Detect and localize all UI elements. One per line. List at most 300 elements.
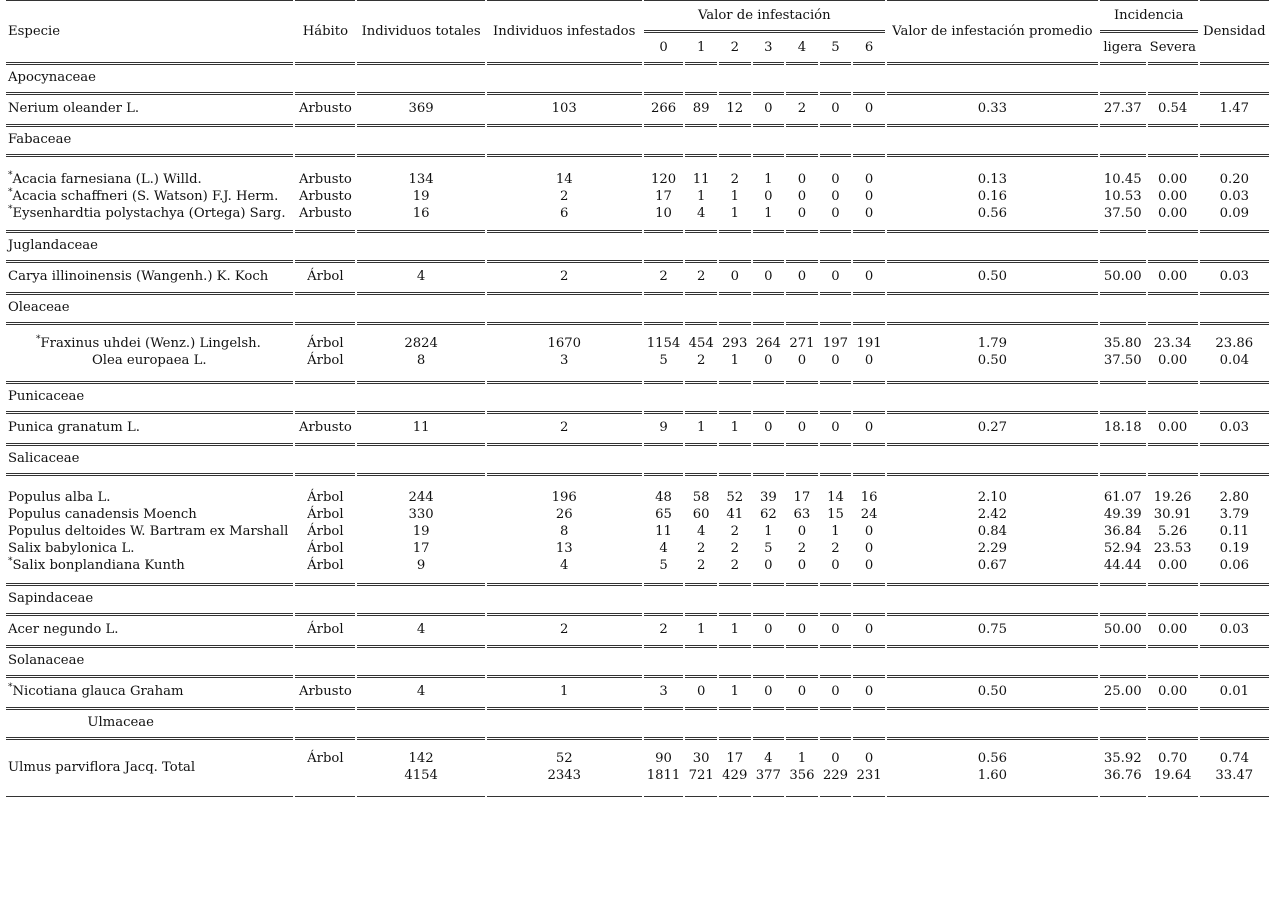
level-count: 120 bbox=[650, 172, 677, 187]
infested-count: 2 bbox=[560, 420, 569, 435]
header-nivel: 0 bbox=[644, 33, 684, 65]
level-count: 377 bbox=[755, 768, 781, 783]
incidence-light: 25.00 bbox=[1103, 684, 1142, 699]
level-count: 229 bbox=[822, 768, 849, 783]
habit bbox=[297, 767, 353, 784]
species-name bbox=[8, 188, 291, 205]
family-row bbox=[6, 710, 1269, 735]
level-count: 0 bbox=[864, 269, 874, 284]
level-count: 0 bbox=[864, 353, 874, 368]
species-text: Populus canadensis Moench bbox=[8, 507, 197, 522]
total-count: 244 bbox=[408, 490, 434, 505]
level-count: 0 bbox=[831, 206, 840, 221]
species-text: Salix bonplandiana Kunth bbox=[12, 558, 185, 573]
level-count: 0 bbox=[864, 524, 874, 539]
level-count: 0 bbox=[864, 751, 874, 766]
incidence-severe: 30.91 bbox=[1153, 507, 1192, 522]
avg-value: 0.50 bbox=[977, 269, 1008, 284]
incidence-severe: 0.00 bbox=[1157, 622, 1188, 637]
family-name: Solanaceae bbox=[8, 653, 85, 668]
level-count: 1811 bbox=[646, 768, 681, 783]
level-count: 0 bbox=[730, 269, 739, 284]
species-text: Ulmus parviflora Jacq. Total bbox=[8, 759, 196, 775]
table-header bbox=[6, 0, 1269, 65]
header-nivel: 3 bbox=[753, 33, 785, 65]
density: 0.01 bbox=[1219, 684, 1249, 699]
level-count: 2 bbox=[696, 353, 706, 368]
level-count: 0 bbox=[831, 189, 840, 204]
species-name bbox=[8, 523, 291, 540]
species-block bbox=[6, 476, 1269, 581]
habit: Árbol bbox=[307, 541, 344, 556]
level-count: 63 bbox=[793, 507, 811, 522]
species-name bbox=[8, 557, 291, 574]
infestation-table bbox=[4, 0, 1271, 797]
header-especie: Especie bbox=[6, 0, 293, 65]
habit: Arbusto bbox=[298, 206, 352, 221]
species-block bbox=[6, 263, 1269, 290]
header-nivel: 2 bbox=[719, 33, 751, 65]
species-block bbox=[6, 678, 1269, 705]
level-count: 1 bbox=[831, 524, 840, 539]
level-count: 2 bbox=[730, 172, 739, 187]
level-count: 1 bbox=[696, 189, 706, 204]
incidence-light: 49.39 bbox=[1103, 507, 1142, 522]
rule-row bbox=[6, 794, 1269, 797]
density: 0.04 bbox=[1219, 353, 1249, 368]
level-count: 0 bbox=[797, 206, 807, 221]
level-count: 11 bbox=[692, 172, 710, 187]
habit: Arbusto bbox=[298, 101, 352, 116]
header-incidencia: Incidencia bbox=[1100, 0, 1198, 33]
density: 1.47 bbox=[1219, 101, 1249, 116]
species-text: Populus alba L. bbox=[8, 490, 111, 505]
family-row bbox=[6, 446, 1269, 471]
avg-value: 0.50 bbox=[977, 684, 1008, 699]
level-count: 0 bbox=[831, 622, 840, 637]
species-text: Carya illinoinensis (Wangenh.) K. Koch bbox=[8, 269, 269, 284]
avg-value: 0.56 bbox=[977, 206, 1008, 221]
native-marker: * bbox=[8, 187, 13, 198]
incidence-light: 36.84 bbox=[1103, 524, 1142, 539]
native-marker: * bbox=[36, 334, 41, 345]
level-count: 0 bbox=[831, 751, 840, 766]
level-count: 0 bbox=[764, 684, 773, 699]
family-name: Fabaceae bbox=[8, 132, 72, 147]
infested-count: 2 bbox=[560, 189, 569, 204]
density: 3.79 bbox=[1219, 507, 1249, 522]
avg-value: 0.50 bbox=[977, 353, 1008, 368]
level-count: 2 bbox=[730, 524, 739, 539]
infested-count: 26 bbox=[555, 507, 573, 522]
level-count: 17 bbox=[726, 751, 744, 766]
level-count: 0 bbox=[831, 684, 840, 699]
species-name bbox=[8, 506, 291, 523]
species-block bbox=[6, 95, 1269, 122]
total-count: 142 bbox=[408, 751, 434, 766]
avg-value: 2.42 bbox=[977, 507, 1008, 522]
native-marker: * bbox=[8, 682, 13, 693]
level-count: 0 bbox=[864, 558, 874, 573]
avg-value: 0.84 bbox=[977, 524, 1008, 539]
level-count: 90 bbox=[655, 751, 672, 766]
level-count: 2 bbox=[797, 101, 807, 116]
total-count: 369 bbox=[408, 101, 434, 116]
level-count: 0 bbox=[797, 189, 807, 204]
total-count: 11 bbox=[412, 420, 430, 435]
incidence-light: 50.00 bbox=[1103, 622, 1142, 637]
infested-count: 196 bbox=[551, 490, 577, 505]
density: 0.74 bbox=[1219, 751, 1249, 766]
infested-count: 2 bbox=[560, 622, 569, 637]
infested-count: 1670 bbox=[547, 336, 581, 351]
level-count: 0 bbox=[864, 420, 874, 435]
level-count: 12 bbox=[726, 101, 744, 116]
incidence-light: 10.53 bbox=[1103, 189, 1142, 204]
incidence-light: 52.94 bbox=[1103, 541, 1142, 556]
species-block bbox=[6, 616, 1269, 643]
species-block bbox=[6, 157, 1269, 228]
habit: Árbol bbox=[307, 622, 344, 637]
species-name bbox=[8, 621, 291, 638]
level-count: 0 bbox=[797, 558, 807, 573]
level-count: 0 bbox=[831, 420, 840, 435]
level-count: 0 bbox=[797, 524, 807, 539]
species-text: Nicotiana glauca Graham bbox=[12, 684, 184, 699]
species-text: Acer negundo L. bbox=[8, 622, 119, 637]
species-block bbox=[6, 414, 1269, 441]
level-count: 0 bbox=[764, 558, 773, 573]
level-count: 0 bbox=[764, 420, 773, 435]
level-count: 264 bbox=[755, 336, 781, 351]
species-block bbox=[6, 325, 1269, 379]
density: 0.19 bbox=[1219, 541, 1249, 556]
habit: Árbol bbox=[307, 751, 344, 766]
level-count: 11 bbox=[655, 524, 672, 539]
avg-value: 1.60 bbox=[977, 768, 1008, 783]
level-count: 293 bbox=[722, 336, 748, 351]
family-name: Juglandaceae bbox=[8, 238, 98, 253]
species-text: Populus deltoides W. Bartram ex Marshall bbox=[8, 524, 289, 539]
incidence-severe: 0.00 bbox=[1157, 172, 1188, 187]
density: 0.09 bbox=[1219, 206, 1249, 221]
species-block bbox=[6, 740, 1269, 794]
level-count: 4 bbox=[696, 206, 706, 221]
total-count: 2824 bbox=[404, 336, 438, 351]
density: 2.80 bbox=[1219, 490, 1249, 505]
level-count: 0 bbox=[764, 101, 773, 116]
avg-value: 2.10 bbox=[977, 490, 1008, 505]
density: 33.47 bbox=[1215, 768, 1254, 783]
level-count: 2 bbox=[696, 269, 706, 284]
header-densidad: Densidad bbox=[1200, 0, 1269, 65]
level-count: 0 bbox=[797, 172, 807, 187]
avg-value: 0.13 bbox=[977, 172, 1008, 187]
incidence-severe: 0.00 bbox=[1157, 353, 1188, 368]
family-row bbox=[6, 295, 1269, 320]
level-count: 89 bbox=[692, 101, 710, 116]
species-name bbox=[8, 268, 291, 285]
header-individuos-totales: Individuos totales bbox=[357, 0, 484, 65]
incidence-light: 35.80 bbox=[1103, 336, 1142, 351]
species-name bbox=[8, 540, 291, 557]
density: 0.20 bbox=[1219, 172, 1249, 187]
level-count: 60 bbox=[692, 507, 710, 522]
habit: Arbusto bbox=[298, 684, 352, 699]
infested-count: 4 bbox=[560, 558, 569, 573]
infested-count: 8 bbox=[560, 524, 569, 539]
level-count: 0 bbox=[864, 541, 874, 556]
level-count: 17 bbox=[655, 189, 672, 204]
level-count: 10 bbox=[655, 206, 672, 221]
avg-value: 0.67 bbox=[977, 558, 1008, 573]
level-count: 0 bbox=[696, 684, 706, 699]
infested-count: 6 bbox=[560, 206, 569, 221]
incidence-severe: 23.34 bbox=[1153, 336, 1192, 351]
total-count: 4154 bbox=[404, 768, 438, 783]
total-count: 19 bbox=[412, 524, 430, 539]
level-count: 0 bbox=[797, 622, 807, 637]
level-count: 454 bbox=[688, 336, 714, 351]
family-name: Salicaceae bbox=[8, 451, 80, 466]
native-marker: * bbox=[8, 170, 13, 181]
density: 0.03 bbox=[1219, 269, 1249, 284]
level-count: 17 bbox=[793, 490, 811, 505]
level-count: 14 bbox=[827, 490, 844, 505]
level-count: 0 bbox=[764, 189, 773, 204]
table-body bbox=[6, 65, 1269, 797]
incidence-severe: 0.00 bbox=[1157, 269, 1188, 284]
family-row bbox=[6, 648, 1269, 673]
level-count: 30 bbox=[692, 751, 710, 766]
level-count: 1 bbox=[730, 420, 739, 435]
level-count: 4 bbox=[659, 541, 668, 556]
family-row bbox=[6, 384, 1269, 409]
habit: Arbusto bbox=[298, 189, 352, 204]
family-name: Sapindaceae bbox=[8, 591, 94, 606]
level-count: 2 bbox=[730, 558, 739, 573]
habit: Arbusto bbox=[298, 172, 352, 187]
level-count: 2 bbox=[831, 541, 840, 556]
family-row bbox=[6, 586, 1269, 611]
level-count: 0 bbox=[764, 269, 773, 284]
level-count: 0 bbox=[764, 622, 773, 637]
incidence-severe: 0.00 bbox=[1157, 420, 1188, 435]
header-nivel: 5 bbox=[820, 33, 852, 65]
level-count: 52 bbox=[726, 490, 744, 505]
level-count: 0 bbox=[831, 269, 840, 284]
level-count: 62 bbox=[759, 507, 777, 522]
level-count: 197 bbox=[822, 336, 849, 351]
species-text: Acacia farnesiana (L.) Willd. bbox=[12, 172, 202, 187]
avg-value: 0.75 bbox=[977, 622, 1008, 637]
level-count: 5 bbox=[659, 558, 668, 573]
density: 0.03 bbox=[1219, 420, 1249, 435]
level-count: 0 bbox=[864, 684, 874, 699]
species-name bbox=[8, 352, 291, 369]
incidence-severe: 0.70 bbox=[1157, 751, 1188, 766]
avg-value: 0.16 bbox=[977, 189, 1008, 204]
infested-count: 103 bbox=[551, 101, 577, 116]
species-name bbox=[8, 489, 291, 506]
header-valor-promedio: Valor de infestación promedio bbox=[887, 0, 1098, 65]
level-count: 48 bbox=[655, 490, 672, 505]
species-text: Salix babylonica L. bbox=[8, 541, 135, 556]
level-count: 1 bbox=[696, 420, 706, 435]
family-name: Oleaceae bbox=[8, 300, 70, 315]
header-individuos-infestados: Individuos infestados bbox=[487, 0, 642, 65]
avg-value: 0.33 bbox=[977, 101, 1008, 116]
habit: Árbol bbox=[307, 269, 344, 284]
total-count: 9 bbox=[416, 558, 426, 573]
species-name bbox=[8, 205, 291, 222]
header-habito: Hábito bbox=[295, 0, 355, 65]
total-count: 134 bbox=[408, 172, 434, 187]
header-nivel: 1 bbox=[685, 33, 717, 65]
infested-count: 3 bbox=[560, 353, 569, 368]
incidence-light: 50.00 bbox=[1103, 269, 1142, 284]
native-marker: * bbox=[8, 556, 13, 567]
species-name bbox=[8, 419, 291, 436]
level-count: 0 bbox=[797, 269, 807, 284]
habit: Árbol bbox=[307, 353, 344, 368]
level-count: 191 bbox=[856, 336, 882, 351]
incidence-light: 18.18 bbox=[1103, 420, 1142, 435]
species-name bbox=[8, 683, 291, 700]
level-count: 1 bbox=[797, 751, 807, 766]
infested-count: 14 bbox=[555, 172, 573, 187]
level-count: 0 bbox=[864, 172, 874, 187]
density: 0.03 bbox=[1219, 622, 1249, 637]
incidence-light: 37.50 bbox=[1103, 206, 1142, 221]
level-count: 1 bbox=[764, 206, 773, 221]
avg-value: 2.29 bbox=[977, 541, 1008, 556]
level-count: 429 bbox=[722, 768, 748, 783]
level-count: 65 bbox=[655, 507, 672, 522]
level-count: 9 bbox=[659, 420, 668, 435]
family-row bbox=[6, 127, 1269, 152]
incidence-severe: 0.00 bbox=[1157, 684, 1188, 699]
level-count: 0 bbox=[831, 101, 840, 116]
infested-count: 13 bbox=[555, 541, 573, 556]
header-ligera: ligera bbox=[1100, 33, 1146, 65]
incidence-light: 10.45 bbox=[1103, 172, 1142, 187]
level-count: 0 bbox=[864, 189, 874, 204]
total-count: 4 bbox=[416, 269, 426, 284]
header-nivel: 4 bbox=[786, 33, 818, 65]
level-count: 3 bbox=[659, 684, 668, 699]
level-count: 1 bbox=[764, 172, 773, 187]
level-count: 1 bbox=[730, 206, 739, 221]
species-text: Nerium oleander L. bbox=[8, 101, 140, 116]
level-count: 0 bbox=[864, 206, 874, 221]
header-nivel: 6 bbox=[853, 33, 885, 65]
species-name bbox=[8, 759, 291, 776]
level-count: 0 bbox=[831, 353, 840, 368]
infested-count: 2343 bbox=[547, 768, 581, 783]
level-count: 0 bbox=[864, 622, 874, 637]
level-count: 1 bbox=[730, 353, 739, 368]
incidence-severe: 0.00 bbox=[1157, 558, 1188, 573]
level-count: 41 bbox=[726, 507, 744, 522]
level-count: 0 bbox=[797, 353, 807, 368]
habit: Árbol bbox=[307, 524, 344, 539]
total-count: 4 bbox=[416, 684, 426, 699]
header-severa: Severa bbox=[1148, 33, 1198, 65]
species-name bbox=[8, 335, 291, 352]
incidence-severe: 0.00 bbox=[1157, 206, 1188, 221]
total-count: 4 bbox=[416, 622, 426, 637]
level-count: 266 bbox=[650, 101, 677, 116]
family-name: Ulmaceae bbox=[87, 715, 154, 730]
level-count: 2 bbox=[797, 541, 807, 556]
level-count: 4 bbox=[764, 751, 773, 766]
level-count: 1 bbox=[730, 622, 739, 637]
incidence-light: 27.37 bbox=[1103, 101, 1142, 116]
header-valor-infestacion: Valor de infestación bbox=[644, 0, 885, 33]
level-count: 356 bbox=[789, 768, 815, 783]
infested-count: 2 bbox=[560, 269, 569, 284]
level-count: 0 bbox=[831, 558, 840, 573]
level-count: 16 bbox=[860, 490, 878, 505]
level-count: 15 bbox=[827, 507, 844, 522]
avg-value: 1.79 bbox=[977, 336, 1008, 351]
native-marker: * bbox=[8, 204, 13, 215]
level-count: 1 bbox=[696, 622, 706, 637]
level-count: 0 bbox=[764, 353, 773, 368]
level-count: 24 bbox=[860, 507, 878, 522]
density: 0.03 bbox=[1219, 189, 1249, 204]
species-text: Eysenhardtia polystachya (Ortega) Sarg. bbox=[12, 206, 286, 221]
density: 0.06 bbox=[1219, 558, 1249, 573]
level-count: 2 bbox=[696, 541, 706, 556]
total-count: 17 bbox=[412, 541, 430, 556]
level-count: 231 bbox=[856, 768, 882, 783]
incidence-severe: 0.00 bbox=[1157, 189, 1188, 204]
incidence-light: 37.50 bbox=[1103, 353, 1142, 368]
incidence-light: 36.76 bbox=[1103, 768, 1142, 783]
level-count: 58 bbox=[692, 490, 710, 505]
level-count: 0 bbox=[831, 172, 840, 187]
level-count: 0 bbox=[797, 420, 807, 435]
level-count: 0 bbox=[797, 684, 807, 699]
species-text: Acacia schaffneri (S. Watson) F.J. Herm. bbox=[12, 189, 279, 204]
incidence-light: 35.92 bbox=[1103, 751, 1142, 766]
total-count: 8 bbox=[416, 353, 426, 368]
level-count: 0 bbox=[864, 101, 874, 116]
avg-value: 0.27 bbox=[977, 420, 1008, 435]
incidence-light: 44.44 bbox=[1103, 558, 1142, 573]
level-count: 1 bbox=[764, 524, 773, 539]
level-count: 5 bbox=[659, 353, 668, 368]
habit: Arbusto bbox=[298, 420, 352, 435]
species-text: Olea europaea L. bbox=[92, 353, 207, 368]
level-count: 4 bbox=[696, 524, 706, 539]
family-row bbox=[6, 65, 1269, 90]
density: 0.11 bbox=[1219, 524, 1249, 539]
species-name bbox=[8, 171, 291, 188]
habit: Árbol bbox=[307, 507, 344, 522]
incidence-severe: 0.54 bbox=[1157, 101, 1188, 116]
incidence-light: 61.07 bbox=[1103, 490, 1142, 505]
habit: Árbol bbox=[307, 336, 344, 351]
incidence-severe: 19.64 bbox=[1153, 768, 1192, 783]
level-count: 2 bbox=[696, 558, 706, 573]
incidence-severe: 5.26 bbox=[1157, 524, 1188, 539]
level-count: 39 bbox=[759, 490, 777, 505]
habit: Árbol bbox=[307, 558, 344, 573]
level-count: 1154 bbox=[646, 336, 681, 351]
